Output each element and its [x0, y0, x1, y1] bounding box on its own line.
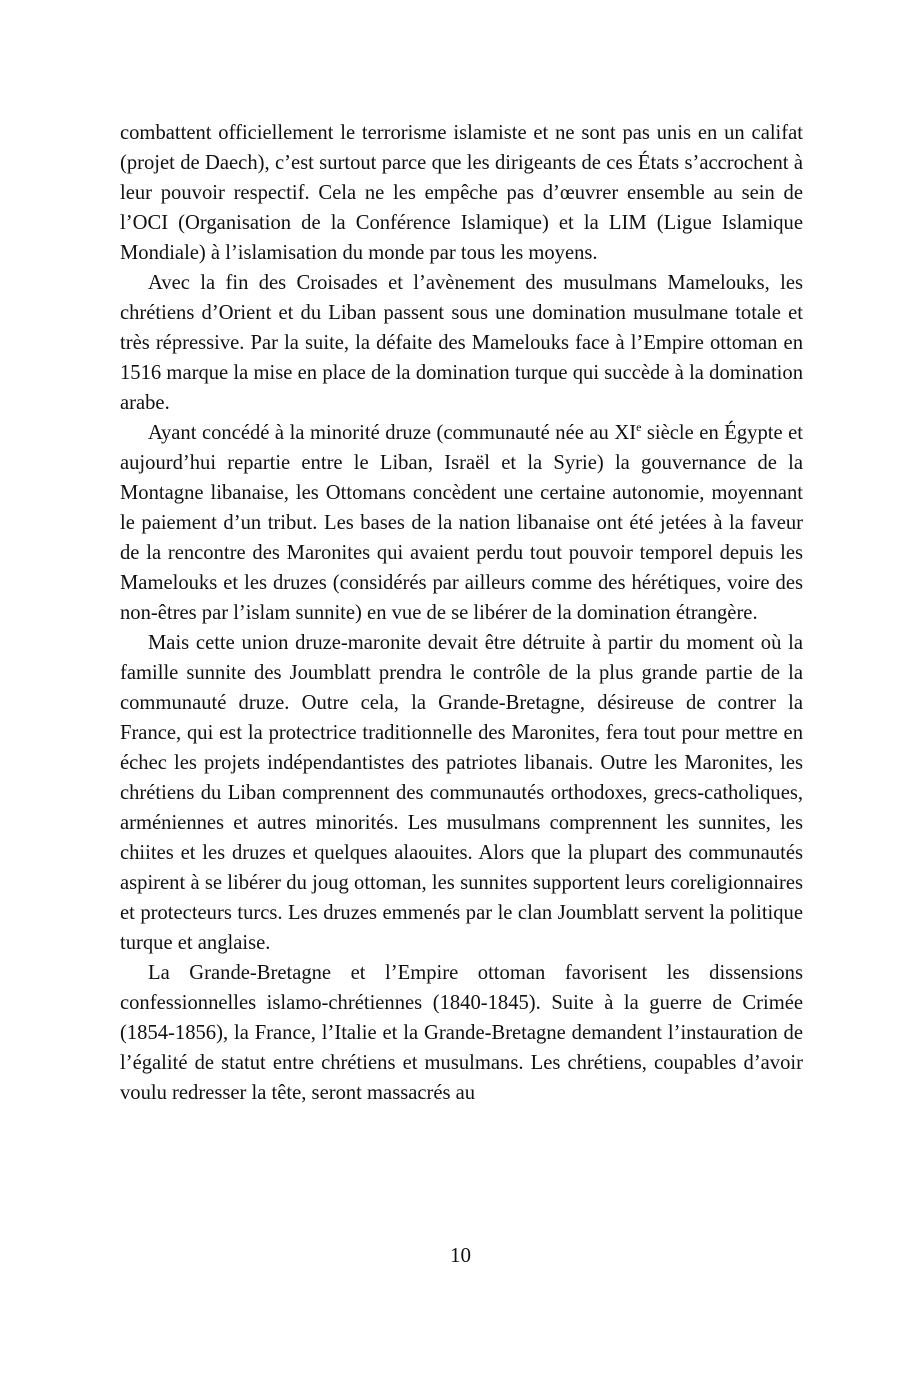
paragraph-3-start: Ayant concédé à la minorité druze (communauté née au XI: [148, 422, 637, 444]
page-number: 10: [450, 1243, 471, 1267]
paragraph-3: [120, 418, 803, 628]
century-superscript: e: [636, 420, 642, 434]
paragraph-5: La Grande-Bretagne et l’Empire ottoman favorisent les dissensions confessionnelles islamo-chrétiennes (1840-1845). Suite à la guerre de Crimée (1854-1856), la France, l’Italie et la Grande-Bretagne demandent l’instauration de l’égalité de statut entre chrétiens et musulmans. Les chrétiens, coupables d’avoir voulu redresser la tête, seront massacrés au: [120, 962, 803, 1104]
paragraph-2: Avec la fin des Croisades et l’avènement des musulmans Mamelouks, les chrétiens d’Orient et du Liban passent sous une domination musulmane totale et très répressive. Par la suite, la défaite des Mamelouks face à l’Empire ottoman en 1516 marque la mise en place de la domination turque qui succède à la domination arabe.: [120, 272, 803, 414]
paragraph-3-rest: siècle en Égypte et aujourd’hui repartie entre le Liban, Israël et la Syrie) la gouvernance de la Montagne libanaise, les Ottomans concèdent une certaine autonomie, moyennant le paiement d’un tribut. Les bases de la nation libanaise ont été jetées à la faveur de la rencontre des Maronites qui avaient perdu tout pouvoir temporel depuis les Mamelouks et les druzes (considérés par ailleurs comme des hérétiques, voire des non-êtres par l’islam sunnite) en vue de se libérer de la domination étrangère.: [120, 422, 803, 624]
paragraph-1: combattent officiellement le terrorisme islamiste et ne sont pas unis en un califat (projet de Daech), c’est surtout parce que les dirigeants de ces États s’accrochent à leur pouvoir respectif. Cela ne les empêche pas d’œuvrer ensemble au sein de l’OCI (Organisation de la Conférence Islamique) et la LIM (Ligue Islamique Mondiale) à l’islamisation du monde par tous les moyens.: [120, 122, 803, 264]
paragraph-4: Mais cette union druze-maronite devait être détruite à partir du moment où la famille sunnite des Joumblatt prendra le contrôle de la plus grande partie de la communauté druze. Outre cela, la Grande-Bretagne, désireuse de contrer la France, qui est la protectrice traditionnelle des Maronites, fera tout pour mettre en échec les projets indépendantistes des patriotes libanais. Outre les Maronites, les chrétiens du Liban comprennent des communautés orthodoxes, grecs-catholiques, arméniennes et autres minorités. Les musulmans comprennent les sunnites, les chiites et les druzes et quelques alaouites. Alors que la plupart des communautés aspirent à se libérer du joug ottoman, les sunnites supportent leurs coreligionnaires et protecteurs turcs. Les druzes emmenés par le clan Joumblatt servent la politique turque et anglaise.: [120, 632, 803, 954]
body-text: [120, 118, 803, 1108]
